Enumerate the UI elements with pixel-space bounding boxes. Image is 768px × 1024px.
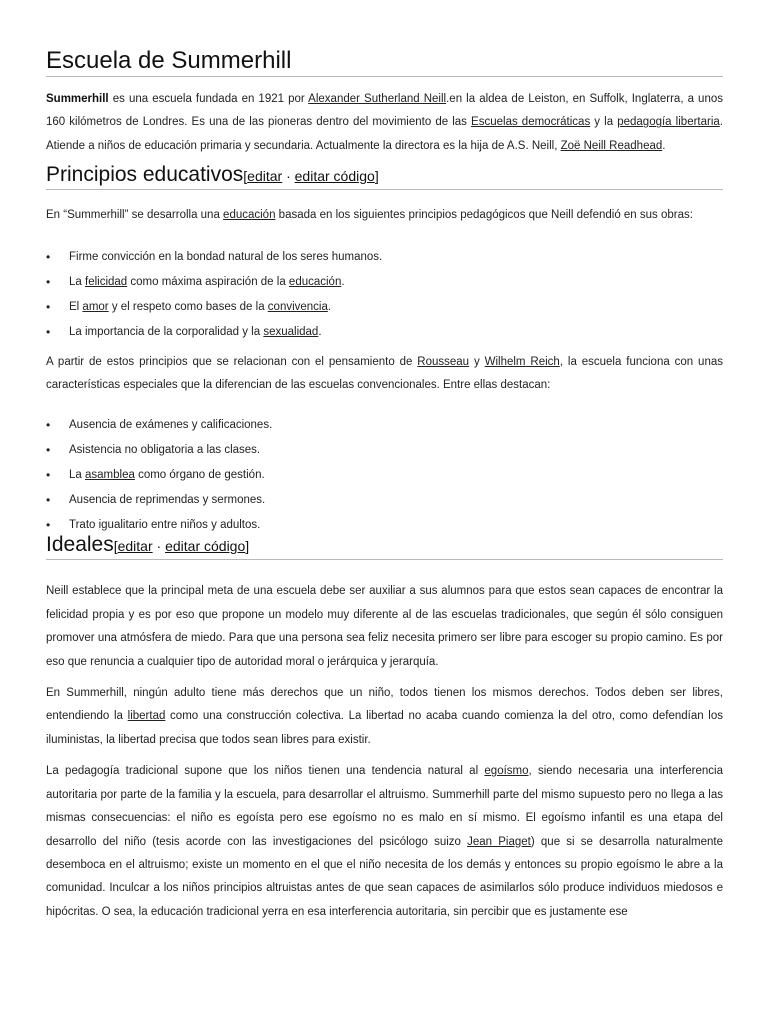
text-run: En “Summerhill” se desarrolla una bbox=[46, 209, 224, 222]
edit-separator: · bbox=[152, 538, 166, 555]
text-run: La importancia de la corporalidad y la bbox=[69, 325, 264, 338]
text-run: . bbox=[662, 139, 666, 152]
list-item bbox=[46, 320, 723, 345]
text-run: . bbox=[327, 300, 332, 313]
principios-paragraph-2 bbox=[46, 351, 723, 398]
link-asamblea[interactable]: asamblea bbox=[85, 469, 135, 482]
text-run: y bbox=[469, 355, 485, 368]
link-educacion-2[interactable]: educación bbox=[288, 275, 342, 288]
link-rousseau[interactable]: Rousseau bbox=[417, 355, 470, 368]
text-run: . bbox=[341, 275, 345, 288]
edit-links bbox=[243, 168, 378, 184]
bullet-icon: • bbox=[46, 418, 51, 433]
list-item bbox=[46, 413, 723, 438]
text-run: Trato igualitario entre niños y adultos. bbox=[69, 519, 261, 532]
link-amor[interactable]: amor bbox=[82, 300, 109, 313]
link-felicidad[interactable]: felicidad bbox=[85, 275, 128, 288]
link-wilhelm-reich[interactable]: Wilhelm Reich bbox=[484, 355, 560, 368]
edit-code-link[interactable]: editar código bbox=[294, 168, 375, 185]
bullet-icon: • bbox=[46, 443, 51, 458]
text-run: Asistencia no obligatoria a las clases. bbox=[69, 444, 261, 457]
link-jean-piaget[interactable]: Jean Piaget bbox=[467, 835, 531, 848]
text-run: El bbox=[69, 300, 83, 313]
list-item bbox=[46, 488, 723, 513]
list-item bbox=[46, 463, 723, 488]
text-run: ) que si se desarrolla naturalmente desemboca en el altruismo; existe un momento en el que el niño necesita de los demás y entonces su propio egoísmo le abre a la comunidad. Inculcar a los niños principios altruistas antes de que sean capaces de asimilarlos sólo produce individuos miedosos e hipócritas. O sea, la educación tradicional yerra en esa interferencia autoritaria, sin percibir que es justamente ese bbox=[46, 835, 723, 918]
link-zoe-neill-readhead[interactable]: Zoë Neill Readhead bbox=[560, 139, 663, 152]
text-run: es una escuela fundada en 1921 por bbox=[108, 93, 309, 105]
ideales-paragraph-2 bbox=[46, 682, 723, 752]
link-educacion[interactable]: educación bbox=[223, 209, 276, 222]
bullet-icon: • bbox=[46, 493, 51, 508]
link-egoismo[interactable]: egoísmo bbox=[484, 765, 529, 778]
text-run: Firme convicción en la bondad natural de los seres humanos. bbox=[69, 250, 383, 263]
caracteristicas-list bbox=[46, 413, 723, 538]
text-run: , siendo necesaria una interferencia autoritaria por parte de la familia y la escuela, para desarrollar el altruismo. Summerhill parte del mismo supuesto pero no llega a las mismas consecuencias: el niño es egoísta pero ese egoísmo no es malo en sí mismo. El egoísmo infantil es una etapa del desarrollo del niño (tesis acorde con las investigaciones del psicólogo suizo bbox=[46, 765, 724, 848]
bullet-icon: • bbox=[46, 274, 51, 289]
text-run: En Summerhill, ningún adulto tiene más derechos que un niño, todos tienen los mismos derechos. Todos deben ser libres, entendiendo la bbox=[46, 687, 723, 723]
ideales-paragraph-3 bbox=[46, 760, 723, 924]
text-run: .en la aldea de Leiston, en Suffolk, Inglaterra, a unos 160 kilómetros de Londres. Es una de las pioneras dentro del movimiento de las bbox=[46, 93, 723, 129]
text-run: y el respeto como bases de la bbox=[108, 300, 268, 313]
link-convivencia[interactable]: convivencia bbox=[267, 300, 328, 313]
text-run: La bbox=[69, 469, 85, 482]
section-heading-text: Principios educativos bbox=[46, 163, 244, 187]
link-sexualidad[interactable]: sexualidad bbox=[263, 325, 319, 338]
text-run: como máxima aspiración de la bbox=[127, 275, 289, 288]
edit-bracket-close: ] bbox=[245, 538, 250, 555]
bullet-icon: • bbox=[46, 324, 51, 339]
list-item bbox=[46, 513, 723, 538]
section-heading-text: Ideales bbox=[46, 533, 114, 557]
text-run: Ausencia de reprimendas y sermones. bbox=[69, 494, 266, 507]
edit-bracket-open: [ bbox=[113, 538, 118, 555]
edit-code-link[interactable]: editar código bbox=[165, 538, 246, 555]
text-run: . bbox=[318, 325, 322, 338]
text-run: , la escuela funciona con unas características especiales que la diferencian de las escuelas convencionales. Entre ellas destacan: bbox=[46, 355, 723, 392]
text-run: Ausencia de exámenes y calificaciones. bbox=[69, 419, 273, 432]
text-run: A partir de estos principios que se relacionan con el pensamiento de bbox=[46, 355, 418, 368]
text-run: La pedagogía tradicional supone que los niños tienen una tendencia natural al bbox=[46, 765, 485, 778]
list-item bbox=[46, 245, 723, 270]
intro-bold-term: Summerhill bbox=[46, 93, 109, 105]
bullet-icon: • bbox=[46, 299, 51, 314]
edit-link[interactable]: editar bbox=[117, 538, 153, 555]
intro-paragraph bbox=[46, 88, 723, 158]
link-pedagogia-libertaria[interactable]: pedagogía libertaria bbox=[617, 116, 720, 129]
bullet-icon: • bbox=[46, 518, 51, 533]
text-run: como órgano de gestión. bbox=[134, 469, 265, 482]
list-item bbox=[46, 295, 723, 320]
edit-separator: · bbox=[282, 168, 295, 185]
link-escuelas-democraticas[interactable]: Escuelas democráticas bbox=[471, 116, 591, 129]
link-libertad[interactable]: libertad bbox=[127, 710, 166, 723]
section-heading-principios bbox=[46, 162, 723, 190]
list-item bbox=[46, 438, 723, 463]
text-run: basada en los siguientes principios pedagógicos que Neill defendió en sus obras: bbox=[275, 209, 693, 222]
edit-links bbox=[114, 538, 249, 554]
link-alexander-neill[interactable]: Alexander Sutherland Neill bbox=[308, 93, 447, 105]
edit-bracket-open: [ bbox=[243, 168, 248, 185]
bullet-icon: • bbox=[46, 249, 51, 264]
text-run: La bbox=[69, 275, 85, 288]
list-item bbox=[46, 270, 723, 295]
ideales-paragraph-1: Neill establece que la principal meta de una escuela debe ser auxiliar a sus alumnos para que estos sean capaces de encontrar la felicidad propia y es por eso que propone un modelo muy diferente al de las escuelas tradicionales, que según él sólo consiguen promover una atmósfera de miedo. Para que una persona sea feliz necesita primero ser libre para escoger su propio camino. Es por eso que renuncia a cualquier tipo de autoridad moral o jerárquica y jerarquía. bbox=[46, 585, 723, 668]
text-run: y la bbox=[590, 116, 618, 129]
principios-list bbox=[46, 245, 723, 345]
document-page bbox=[46, 0, 723, 924]
text-run: . Atiende a niños de educación primaria y secundaria. Actualmente la directora es la hija de A.S. Neill, bbox=[46, 116, 723, 152]
bullet-icon: • bbox=[46, 468, 51, 483]
page-title: Escuela de Summerhill bbox=[46, 0, 723, 77]
text-run: como una construcción colectiva. La libertad no acaba cuando comienza la del otro, como defendían los iluministas, la libertad precisa que todos sean libres para existir. bbox=[46, 710, 724, 746]
edit-bracket-close: ] bbox=[374, 168, 379, 185]
edit-link[interactable]: editar bbox=[247, 168, 283, 185]
principios-paragraph-1 bbox=[46, 204, 723, 227]
